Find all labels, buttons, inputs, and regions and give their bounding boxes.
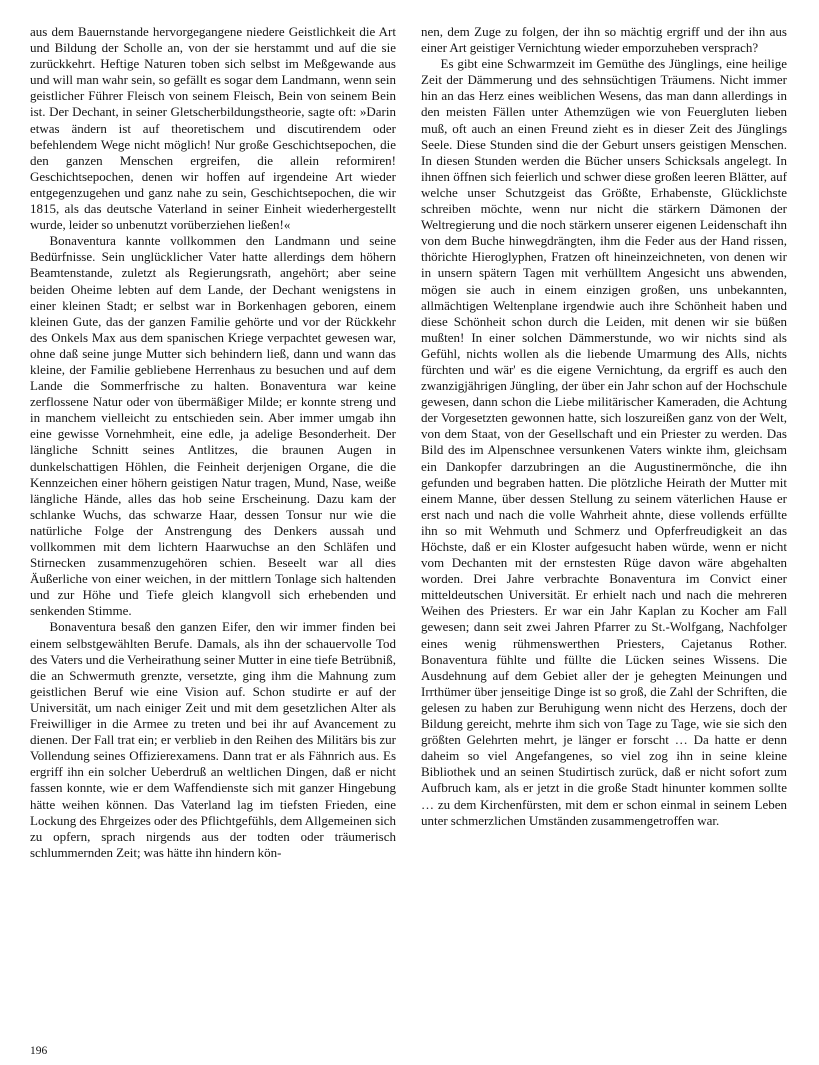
paragraph: Bonaventura besaß den ganzen Eifer, den wir immer finden bei einem selbstgewählten Berufe. Damals, als ihn der schauervolle Tod des Vaters und die Verheirathung seiner Mutter in eine tiefe Betrübniß, die an Schwermuth grenzte, versetzte, ging ihm die Mahnung zum geistlichen Beruf wie eine Vision auf. Schon studirte er auf der Universität, um nach einiger Zeit und mit dem gesetzlichen Alter als Freiwilliger in die Armee zu treten und bei ihr auf Avancement zu dienen. Der Fall trat ein; er verblieb in den Reihen des Militärs bis zur Vollendung seines Offizierexamens. Dann trat er als Fähnrich aus. Es ergriff ihn ein solcher Ueberdruß an weltlichen Dingen, daß er nicht fassen konnte, wie er dem Waffendienste sich mit ganzer Hingebung hätte weihen können. Das Vaterland lag im tiefsten Frieden, eine Lockung des Ehrgeizes oder des Pflichtgefühls, dem Allgemeinen sich zu opfern, sprach nirgends aus der todten oder träumerisch schlummernden Zeit; was hätte ihn hindern kön-: [30, 619, 396, 860]
paragraph: aus dem Bauernstande hervorgegangene niedere Geistlichkeit die Art und Bildung der Scholle an, von der sie herstammt und auf die sie zurückkehrt. Heftige Naturen toben sich selbst im Meßgewande aus und will man wahr sein, so gefällt es sogar dem Landmann, wenn sein geistlicher Führer Fleisch von seinem Fleisch, Bein von seinem Bein ist. Der Dechant, in seiner Gletscherbildungstheorie, sagte oft: »Darin etwas ändern ist auf theoretischem und discutirendem oder befehlendem Wege nicht möglich! Nur große Geschichtsepochen, die den ganzen Menschen ergreifen, die allein reformiren! Geschichtsepochen, denen wir hoffen auf irgendeine Art wieder entgegenzugehen und ganz nahe zu sein, Geschichtsepochen, die wir 1815, als das deutsche Vaterland in seiner Einheit wiederhergestellt wurde, leider so unbenutzt vorüberziehen ließen!«: [30, 24, 396, 233]
text-column-right: [421, 24, 787, 861]
two-column-text-block: [30, 24, 787, 861]
paragraph: Bonaventura kannte vollkommen den Landmann und seine Bedürfnisse. Sein unglücklicher Vater hatte allerdings dem höhern Beamtenstande, zuletzt als Regierungsrath, angehört; aber seine beiden Oheime lebten auf dem Lande, der Dechant wenigstens in einer kleinen Stadt; er selbst war in Borkenhagen geboren, einem kleinen Gute, das der ganzen Familie gehörte und vor der Rückkehr des Onkels Max aus dem spanischen Kriege verpachtet gewesen war, ohne daß seine junge Mutter sich behindern ließ, dann und wann das kleine, der Familie gebliebene Herrenhaus zu besuchen und auf dem Lande die Sommerfrische zu halten. Bonaventura war keine zerflossene Natur oder von übermäßiger Milde; er konnte streng und in manchem vielleicht zu entschieden sein. Aber immer umgab ihn eine gewisse Vornehmheit, eine edle, ja adelige Besonderheit. Der längliche Schnitt seines Antlitzes, die braunen Augen in dunkelschattigen Höhlen, die Feinheit derjenigen Organe, die die Kennzeichen einer höhern geistigen Natur tragen, Mund, Nase, weiße längliche Hände, alles das hob seine Erscheinung. Dazu kam der schlanke Wuchs, das schwarze Haar, dessen Tonsur nur wie die natürliche Folge der Anstrengung des Denkers aussah und vollkommen mit dem lichtern Haarwuchse an den Schläfen und Stirnecken zusammenzugehören schien. Beseelt war all dies Äußerliche von einer weichen, in der mittlern Tonlage sich haltenden und zur Höhe und Tiefe gleich klangvoll sich erhebenden und senkenden Stimme.: [30, 233, 396, 619]
paragraph: Es gibt eine Schwarmzeit im Gemüthe des Jünglings, eine heilige Zeit der Dämmerung und des sehnsüchtigen Träumens. Nicht immer hin an das Herz eines weiblichen Wesens, das man dann allerdings in den meisten Fällen unter Athemzügen wie von Feuergluten lieben muß, oft auch an einen Freund zieht es in dieser Zeit des Jünglings Seele. Diese Stunden sind die der Geburt unsers geistigen Menschen. In diesen Stunden werden die Bücher unsers Schicksals angelegt. In ihnen öffnen sich feierlich und schwer diese großen leeren Blätter, auf welche unser Schutzgeist das Größte, Erhabenste, Glücklichste schreiben möchte, wenn nur nicht die stärkern Dämonen der Weltregierung und die noch stärkern unserer eigenen Leidenschaft ihn von dem Buche hinwegdrängten, ihm die Feder aus der Hand rissen, thörichte Hieroglyphen, Fratzen oft hineinzeichneten, von denen wir in unsern spätern Tagen mit verhülltem Angesicht uns abwenden, mögen sie auch in einem einzigen großen, uns unbekannten, allmächtigen Weltenplane irgendwie auch ihre Schönheit haben und diese Schönheit schon durch die Leiden, mit denen wir sie büßen mußten! In einer solchen Dämmerstunde, wo wir nichts sind als Gefühl, nichts wollen als die liebende Umarmung des Alls, nichts fürchten und wär' es die eigene Vernichtung, da ergriff es auch den zwanzigjährigen Jüngling, der über ein Jahr schon auf der Hochschule gewesen, dann schon die Liebe militärischer Kameraden, die Achtung der Vorgesetzten gewonnen hatte, sich loszureißen ganz von der Welt, von dem Staat, von der Gesellschaft und ein Priester zu werden. Das Bild des im Alpenschnee versunkenen Vaters winkte ihm, gleichsam ein Dankopfer darzubringen an die Augustinermönche, die ihn gefunden und begraben hatten. Die plötzliche Heirath der Mutter mit einem Manne, über dessen Stellung zu seinem väterlichen Hause er erst nach und nach die volle Wahrheit ahnte, diese vollends erfüllte ihn so mit Wehmuth und Schmerz und Opferfreudigkeit an das Höchste, daß er ein Kloster aufgesucht haben würde, wenn er nicht vom Dechanten mit der ernstesten Rüge davon wäre abgehalten worden. Drei Jahre verbrachte Bonaventura im Convict einer mitteldeutschen Universität. Er erhielt nach und nach die mehreren Weihen des Priesters. Er war ein Jahr Kaplan zu Kocher am Fall gewesen; dann seit zwei Jahren Pfarrer zu St.-Wolfgang, Nachfolger eines wenig rühmenswerthen Priesters, Cajetanus Rother. Bonaventura fühlte und füllte die Lücken seines Wissens. Die Ausdehnung auf dem Gebiet aller der je gehegten Meinungen und Irrthümer über jenseitige Dinge ist so groß, die Zahl der Schriften, die gelesen zu haben zur Beruhigung wenn nicht des Herzens, doch der Bildung gereicht, mehrte ihm sich von Tage zu Tage, wie sie sich den größten Gelehrten mehrt, je länger er forscht … Da hatte er denn daheim so viel Angefangenes, so viel zog ihn in seine kleine Bibliothek und an seinen Studirtisch zurück, daß er nicht sofort zum Aufbruch kam, als er jetzt in die große Stadt hinunter kommen sollte … zu dem Kirchenfürsten, mit dem er schon einmal in seinem Leben unter schmerzlichen Umständen zusammengetroffen war.: [421, 56, 787, 828]
page-number: 196: [30, 1045, 48, 1057]
paragraph: nen, dem Zuge zu folgen, der ihn so mächtig ergriff und der ihn aus einer Art geistiger Vernichtung wieder emporzuheben versprach?: [421, 24, 787, 56]
text-column-left: [30, 24, 396, 861]
